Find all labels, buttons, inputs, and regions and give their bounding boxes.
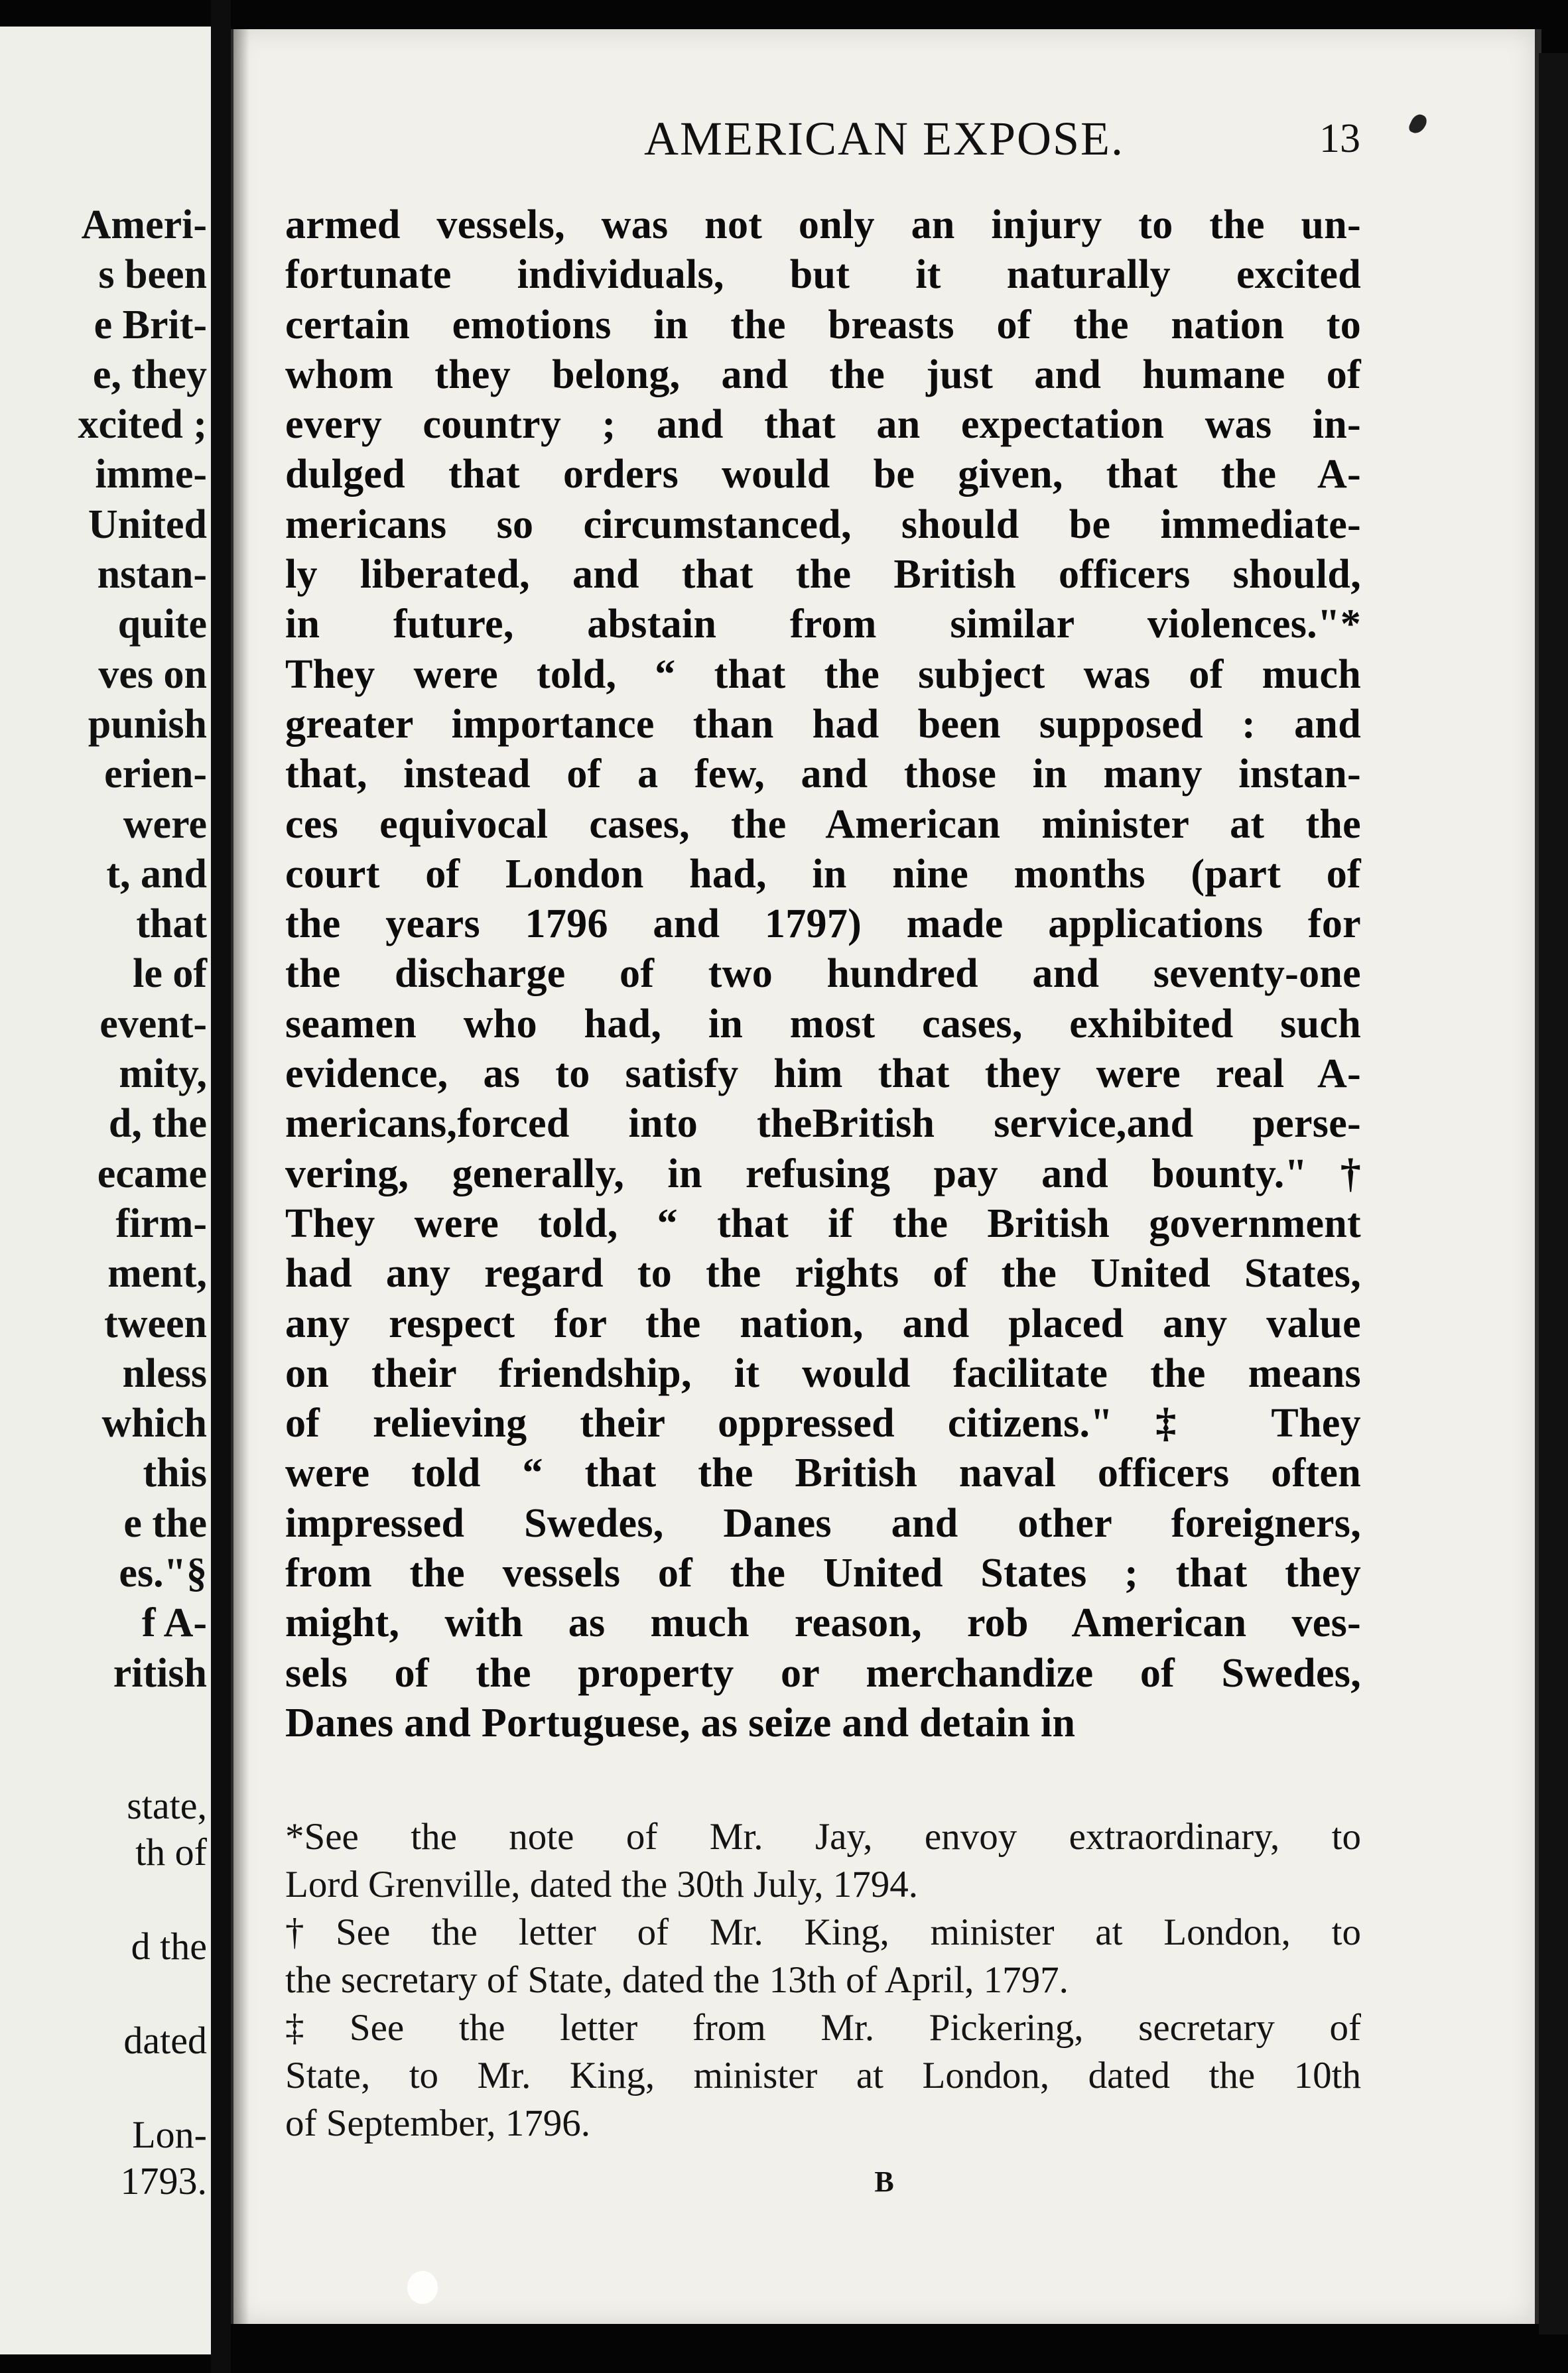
facing-note-line: th of: [135, 1830, 207, 1874]
facing-line: s been: [98, 252, 207, 298]
text-line: on their friendship, it would facilitate the means: [285, 1350, 1361, 1396]
facing-line: e the: [123, 1500, 207, 1546]
text-line: seamen who had, in most cases, exhibited such: [285, 1001, 1361, 1047]
text-line: Danes and Portuguese, as seize and detain in: [285, 1700, 1076, 1746]
text-line: of relieving their oppressed citizens."‡ They: [285, 1401, 1361, 1446]
facing-line: le of: [133, 951, 207, 997]
facing-line: ment,: [107, 1251, 207, 1297]
facing-line: firm-: [115, 1200, 207, 1246]
text-line: sels of the property or merchandize of Swedes,: [285, 1650, 1361, 1696]
facing-line: United: [88, 501, 207, 547]
facing-line: event-: [99, 1001, 207, 1047]
text-line: greater importance than had been supposed : and: [285, 701, 1361, 747]
text-line: They were told, “ that the subject was of much: [285, 651, 1361, 697]
text-line: mericans so circumstanced, should be immediate-: [285, 501, 1361, 547]
book-gutter: [211, 0, 231, 2373]
facing-page-text: [78, 200, 207, 1699]
text-line: had any regard to the rights of the United States,: [285, 1251, 1361, 1297]
text-line: evidence, as to satisfy him that they were real A-: [285, 1051, 1361, 1097]
footnote-line: Lord Grenville, dated the 30th July, 1794.: [285, 1864, 919, 1905]
facing-page-left: [0, 27, 213, 2354]
facing-page-footnotes: [121, 1783, 208, 2205]
footnote-line: †See the letter of Mr. King, minister at London, to: [285, 1911, 1361, 1953]
facing-line: nless: [122, 1350, 207, 1396]
facing-line: that: [136, 901, 207, 947]
running-head: [233, 102, 1535, 175]
facing-note-line: 1793.: [120, 2159, 207, 2203]
facing-line: ves on: [98, 651, 207, 697]
footnote-line: State, to Mr. King, minister at London, dated the 10th: [285, 2055, 1361, 2096]
footnote-line: ‡See the letter from Mr. Pickering, secretary of: [285, 2007, 1361, 2049]
signature-mark: B: [874, 2165, 894, 2198]
facing-line: d, the: [108, 1101, 207, 1147]
footnote-line: of September, 1796.: [285, 2102, 590, 2144]
text-line: ces equivocal cases, the American minister at the: [285, 801, 1361, 847]
facing-line: e Brit-: [94, 302, 207, 348]
facing-line: es."§: [119, 1551, 207, 1596]
footnote-line: the secretary of State, dated the 13th of April, 1797.: [285, 1959, 1069, 2001]
facing-note-line: state,: [127, 1784, 207, 1827]
text-line: fortunate individuals, but it naturally excited: [285, 252, 1361, 298]
footnotes: [285, 1813, 1361, 2148]
text-line: were told “ that the British naval officers often: [285, 1450, 1361, 1496]
running-head-title: AMERICAN EXPOSE.: [643, 112, 1125, 165]
text-line: from the vessels of the United States ; that they: [285, 1551, 1361, 1596]
text-line: vering, generally, in refusing pay and bounty."†: [285, 1151, 1361, 1196]
text-line: every country ; and that an expectation was in-: [285, 402, 1361, 448]
facing-line: ecame: [97, 1151, 207, 1196]
text-line: might, with as much reason, rob American ves-: [285, 1600, 1361, 1646]
text-line: They were told, “ that if the British government: [285, 1200, 1361, 1246]
facing-line: f A-: [141, 1600, 207, 1646]
text-line: court of London had, in nine months (part of: [285, 851, 1361, 897]
text-line: dulged that orders would be given, that the A-: [285, 452, 1361, 497]
facing-line: nstan-: [97, 552, 207, 598]
text-line: the discharge of two hundred and seventy-one: [285, 951, 1361, 997]
text-line: whom they belong, and the just and humane of: [285, 352, 1361, 397]
text-line: that, instead of a few, and those in many instan-: [285, 751, 1361, 797]
text-line: any respect for the nation, and placed any value: [285, 1301, 1361, 1346]
text-line: certain emotions in the breasts of the nation to: [285, 302, 1361, 348]
text-line: armed vessels, was not only an injury to the un-: [285, 202, 1361, 247]
page-number: 13: [1319, 116, 1360, 161]
text-line: ly liberated, and that the British officers should,: [285, 552, 1361, 598]
facing-line: tween: [104, 1301, 207, 1346]
facing-line: erien-: [104, 751, 207, 797]
book-page: [231, 29, 1541, 2324]
facing-line: Ameri-: [81, 202, 207, 247]
facing-line: imme-: [95, 452, 207, 497]
facing-line: ritish: [113, 1650, 207, 1696]
facing-line: e, they: [92, 352, 207, 397]
text-line: impressed Swedes, Danes and other foreigners,: [285, 1500, 1361, 1546]
facing-line: were: [123, 801, 207, 847]
facing-line: which: [101, 1401, 207, 1446]
facing-line: punish: [88, 701, 207, 747]
facing-line: xcited ;: [78, 402, 207, 448]
text-line: the years 1796 and 1797) made applications for: [285, 901, 1361, 947]
spine-shadow: [233, 29, 249, 2324]
facing-line: mity,: [119, 1051, 207, 1097]
text-line: mericans,forced into theBritish service,and perse-: [285, 1101, 1361, 1147]
body-text: [285, 200, 1361, 1748]
paper-blemish: [407, 2271, 438, 2304]
facing-line: quite: [117, 602, 207, 647]
facing-note-line: dated: [123, 2019, 207, 2062]
facing-note-line: Lon-: [132, 2113, 207, 2156]
facing-line: this: [143, 1450, 207, 1496]
page-edge-shadow: [1539, 53, 1568, 2335]
facing-line: t, and: [106, 851, 207, 897]
text-line: in future, abstain from similar violences."*: [285, 602, 1361, 647]
facing-note-line: d the: [131, 1925, 207, 1968]
footnote-line: *See the note of Mr. Jay, envoy extraordinary, to: [285, 1816, 1361, 1858]
